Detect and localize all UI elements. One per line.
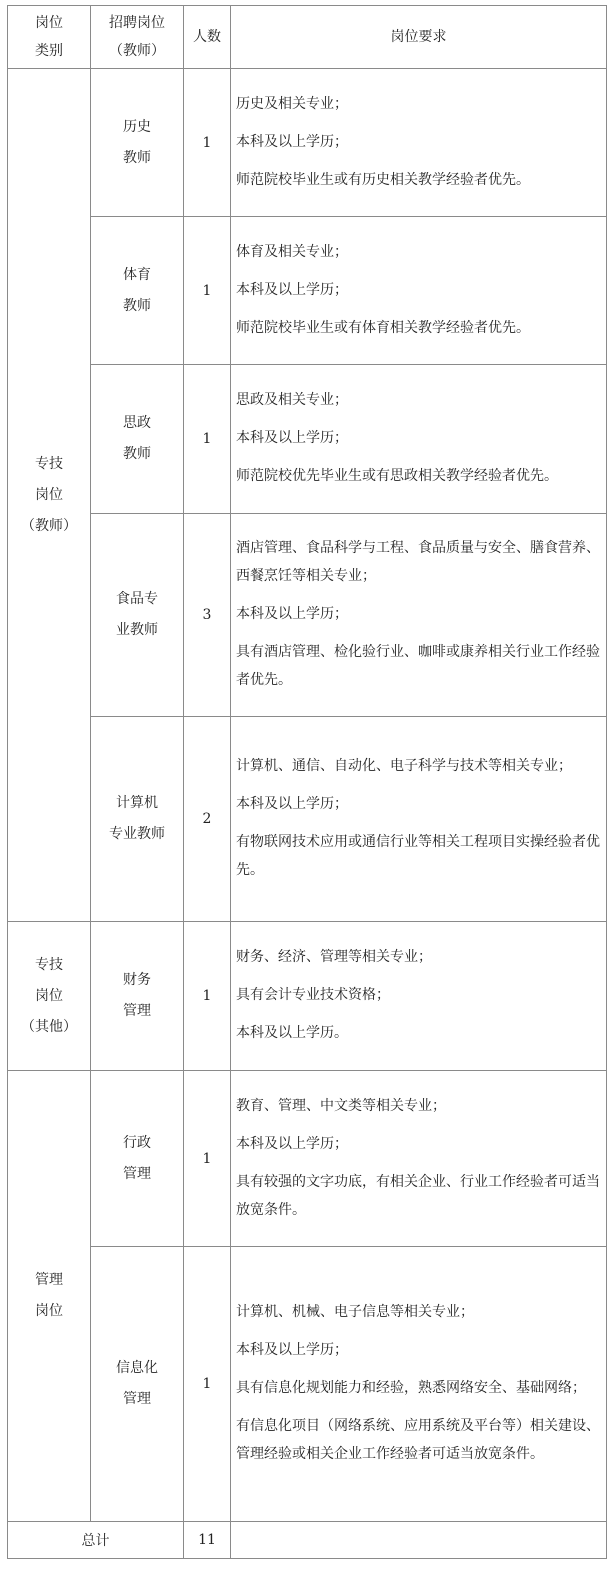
count-cell: 3 [184, 514, 231, 717]
position-cell: 行政 管理 [91, 1071, 184, 1247]
count-cell: 1 [184, 1071, 231, 1247]
total-label: 总计 [8, 1522, 184, 1559]
requirements-cell: 酒店管理、食品科学与工程、食品质量与安全、膳食营养、西餐烹饪等相关专业； 本科及以上学历； 具有酒店管理、检化验行业、咖啡或康养相关行业工作经验者优先。 [231, 514, 607, 717]
requirements-cell: 计算机、通信、自动化、电子科学与技术等相关专业； 本科及以上学历； 有物联网技术应用或通信行业等相关工程项目实操经验者优先。 [231, 717, 607, 922]
count-cell: 1 [184, 69, 231, 217]
requirements-cell: 思政及相关专业； 本科及以上学历； 师范院校优先毕业生或有思政相关教学经验者优先。 [231, 365, 607, 514]
requirements-cell: 教育、管理、中文类等相关专业； 本科及以上学历； 具有较强的文字功底，有相关企业、行业工作经验者可适当放宽条件。 [231, 1071, 607, 1247]
table-row [8, 365, 607, 514]
category-cell: 管理 岗位 [8, 1071, 91, 1522]
category-cell: 专技 岗位 （教师） [8, 69, 91, 922]
header-row [8, 6, 607, 69]
table-row [8, 217, 607, 365]
table-row [8, 1247, 607, 1522]
position-cell: 历史 教师 [91, 69, 184, 217]
count-cell: 1 [184, 217, 231, 365]
position-cell: 食品专 业教师 [91, 514, 184, 717]
requirements-cell: 计算机、机械、电子信息等相关专业； 本科及以上学历； 具有信息化规划能力和经验，熟悉网络安全、基础网络； 有信息化项目（网络系统、应用系统及平台等）相关建设、管理经验或相关企业工作经验者可适当放宽条件。 [231, 1247, 607, 1522]
total-row [8, 1522, 607, 1559]
recruitment-table [7, 5, 607, 1559]
count-cell: 2 [184, 717, 231, 922]
header-category: 岗位 类别 [8, 6, 91, 69]
table-row [8, 69, 607, 217]
count-cell: 1 [184, 922, 231, 1071]
total-empty-cell [231, 1522, 607, 1559]
count-cell: 1 [184, 365, 231, 514]
position-cell: 计算机 专业教师 [91, 717, 184, 922]
header-requirements: 岗位要求 [231, 6, 607, 69]
position-cell: 体育 教师 [91, 217, 184, 365]
table-row [8, 1071, 607, 1247]
count-cell: 1 [184, 1247, 231, 1522]
requirements-cell: 体育及相关专业； 本科及以上学历； 师范院校毕业生或有体育相关教学经验者优先。 [231, 217, 607, 365]
table-row [8, 717, 607, 922]
total-count: 11 [184, 1522, 231, 1559]
header-position: 招聘岗位 （教师） [91, 6, 184, 69]
table-row [8, 514, 607, 717]
requirements-cell: 历史及相关专业； 本科及以上学历； 师范院校毕业生或有历史相关教学经验者优先。 [231, 69, 607, 217]
table-row [8, 922, 607, 1071]
requirements-cell: 财务、经济、管理等相关专业； 具有会计专业技术资格； 本科及以上学历。 [231, 922, 607, 1071]
position-cell: 思政 教师 [91, 365, 184, 514]
position-cell: 财务 管理 [91, 922, 184, 1071]
category-cell: 专技 岗位 （其他） [8, 922, 91, 1071]
position-cell: 信息化 管理 [91, 1247, 184, 1522]
header-count: 人数 [184, 6, 231, 69]
